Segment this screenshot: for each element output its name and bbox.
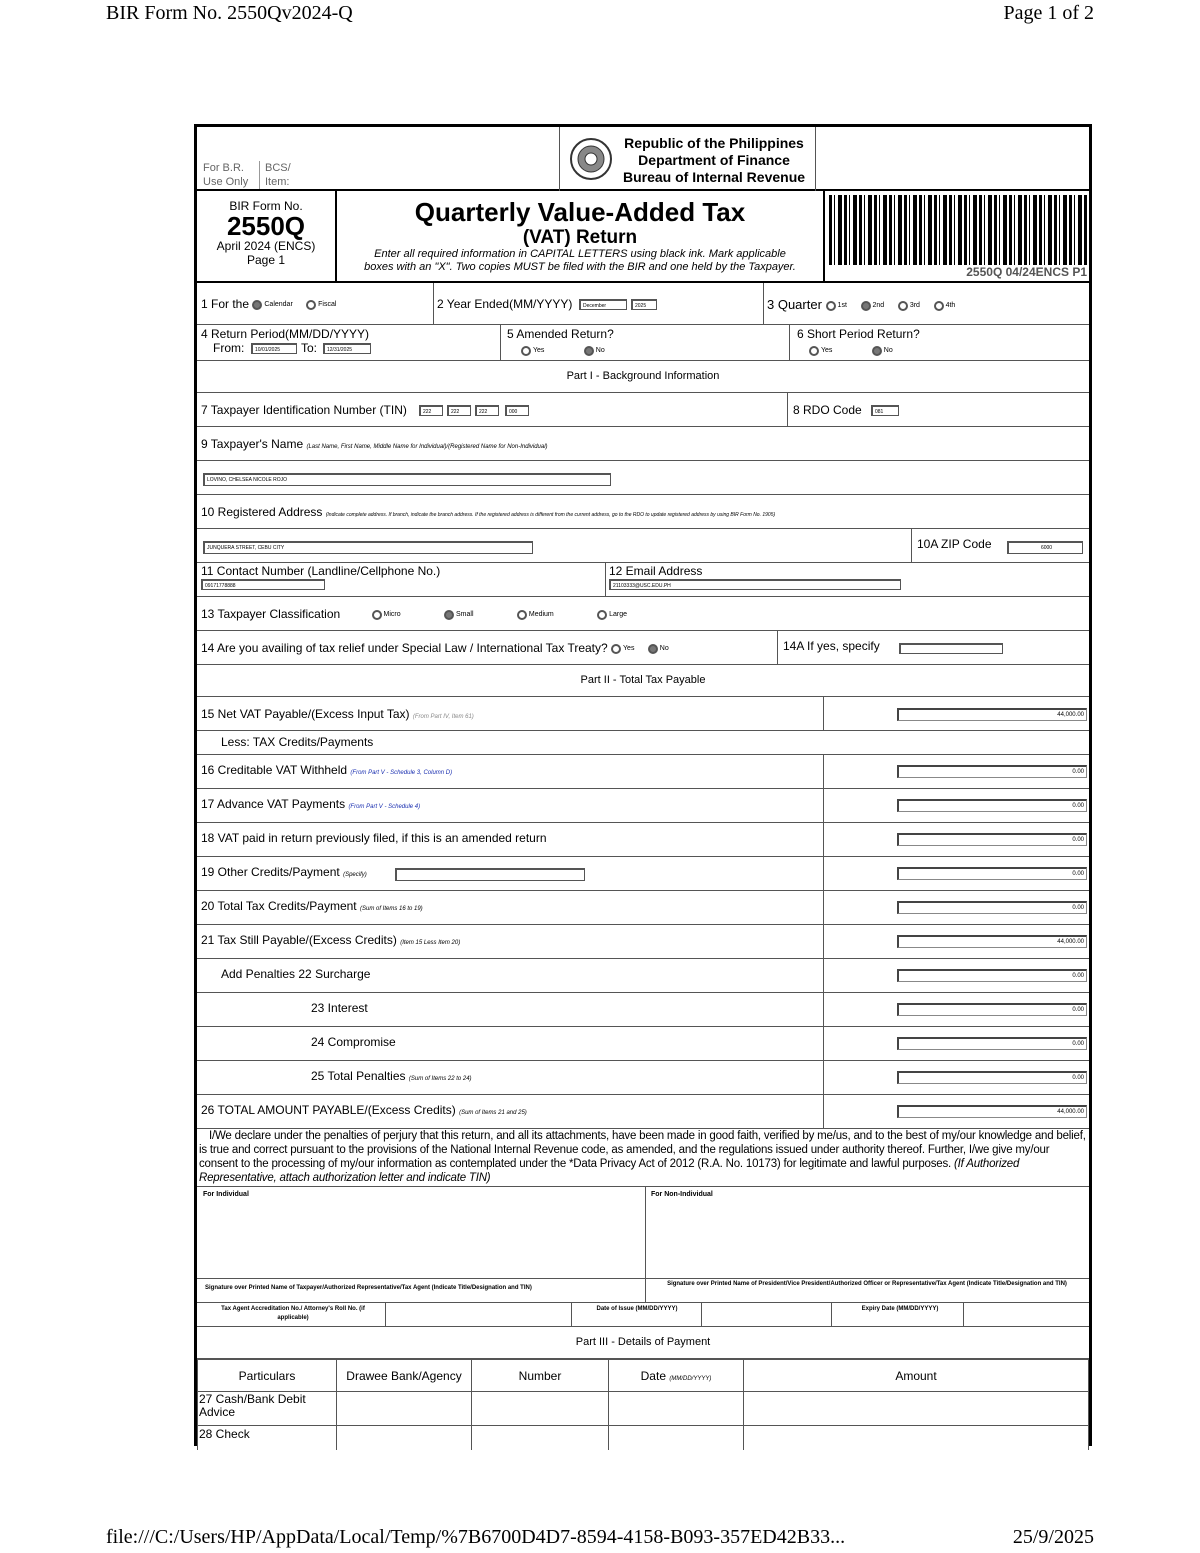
line-19-label: 19 Other Credits/Payment: [201, 865, 340, 879]
quarter-2nd-label: 2nd: [872, 302, 885, 310]
bcs-label: BCS/: [265, 162, 291, 174]
quarter-3rd-radio[interactable]: [898, 301, 908, 311]
part-3-title: Part III - Details of Payment: [575, 1336, 711, 1348]
rdo-label: 8 RDO Code: [793, 403, 862, 417]
payment-table: [197, 1359, 1089, 1450]
form-number: 2550Q: [226, 211, 306, 241]
tin-part-4[interactable]: 000: [505, 405, 529, 416]
relief-yes-label: Yes: [623, 645, 635, 653]
part-1-header: [197, 361, 1089, 393]
line-17-hint: (From Part V - Schedule 4): [348, 804, 421, 810]
taxpayer-name-hint: (Last Name, First Name, Middle Name for Individual)/(Registered Name for Non-Individual): [306, 444, 548, 450]
form-no-label: BIR Form No.: [229, 199, 303, 213]
title-row: [197, 191, 1089, 283]
to-label: To:: [301, 341, 318, 355]
calendar-radio[interactable]: [252, 300, 262, 310]
line-22: [197, 959, 1089, 993]
line-less: [197, 731, 1089, 755]
large-radio[interactable]: [597, 610, 607, 620]
address-input[interactable]: JUNQUERA STREET, CEBU CITY: [203, 541, 533, 554]
line-20: [197, 891, 1089, 925]
barcode: [829, 195, 1087, 265]
email-input[interactable]: 21103333@USC.EDU.PH: [609, 579, 901, 590]
relief-yes-radio[interactable]: [611, 644, 621, 654]
row-address-label: [197, 495, 1089, 529]
line-23: [197, 993, 1089, 1027]
address-hint: (Indicate complete address. If branch, indicate the branch address. If the registered address is different from the current address, go to the RDO to update registered address by using BIR Form No. 1905): [325, 512, 776, 518]
tin-part-3[interactable]: 222: [475, 405, 499, 416]
line-19: [197, 857, 1089, 891]
short-period-no-label: No: [883, 347, 893, 355]
line-21-hint: (Item 15 Less Item 20): [400, 940, 461, 946]
tin-part-1[interactable]: 222: [419, 405, 443, 416]
payment-header-date: Date: [640, 1368, 666, 1383]
quarter-2nd-radio[interactable]: [861, 301, 871, 311]
to-date-input[interactable]: 12/31/2025: [323, 343, 371, 354]
tax-agent-row: [197, 1303, 1089, 1327]
payment-header-number: Number: [472, 1360, 609, 1392]
for-individual-label: For Individual: [203, 1191, 249, 1198]
row-name-label: [197, 427, 1089, 461]
micro-label: Micro: [383, 611, 401, 619]
amended-yes-label: Yes: [533, 347, 545, 355]
relief-specify-label: 14A If yes, specify: [783, 639, 880, 653]
date-of-issue-label: Date of Issue (MM/DD/YYYY): [596, 1306, 678, 1312]
small-label: Small: [456, 611, 474, 619]
line-20-hint: (Sum of Items 16 to 19): [359, 906, 423, 912]
short-period-no-radio[interactable]: [872, 346, 882, 356]
line-21-label: 21 Tax Still Payable/(Excess Credits): [201, 933, 397, 947]
medium-radio[interactable]: [517, 610, 527, 620]
line-16-label: 16 Creditable VAT Withheld: [201, 763, 348, 777]
page-footer-date: 25/9/2025: [1012, 1526, 1094, 1548]
micro-radio[interactable]: [372, 610, 382, 620]
quarter-4th-label: 4th: [945, 302, 956, 310]
form-instruction-2: boxes with an "X". Two copies MUST be filed with the BIR and one held by the Taxpayer.: [364, 261, 796, 273]
line-22-amount[interactable]: 0.00: [897, 969, 1087, 982]
part-2-title: Part II - Total Tax Payable: [580, 674, 706, 686]
payment-check-bank[interactable]: [337, 1426, 472, 1450]
signature-block: [197, 1187, 1089, 1303]
payment-cash-bank[interactable]: [337, 1392, 472, 1426]
line-25-hint: (Sum of Items 22 to 24): [408, 1076, 472, 1082]
contact-input[interactable]: 09171778888: [201, 579, 325, 590]
email-label: 12 Email Address: [609, 564, 703, 578]
year-ended-month[interactable]: December: [579, 299, 627, 310]
fiscal-label: Fiscal: [318, 301, 337, 309]
taxpayer-name-input[interactable]: LOVINO, CHELSEA NICOLE ROJO: [203, 473, 611, 486]
line-20-label: 20 Total Tax Credits/Payment: [201, 899, 357, 913]
tax-agent-accreditation-label: Tax Agent Accreditation No./ Attorney's Roll No. (if applicable): [221, 1306, 365, 1321]
line-18-amount[interactable]: 0.00: [897, 833, 1087, 846]
part-3-header: [197, 1327, 1089, 1359]
line-26-amount[interactable]: 44,000.00: [897, 1105, 1087, 1118]
barcode-code: 2550Q 04/24ENCS P1: [966, 265, 1087, 279]
year-ended-year[interactable]: 2025: [631, 299, 657, 310]
declaration-text: I/We declare under the penalties of perjury that this return, and all its attachments, have been made in good faith, verified by me/us, and to the best of my/our knowledge and belief, is true and correct pursuant to the provisions of the National Internal Revenue code, as amended, and the regulations issued under authority thereof. Further, I/we give my/our consent to the processing of my/our information as contemplated under the *Data Privacy Act of 2012 (R.A. No. 10173) for legitimate and lawful purposes.: [199, 1130, 1086, 1170]
payment-header-bank: Drawee Bank/Agency: [337, 1360, 472, 1392]
item-2-label: 2 Year Ended(MM/YYYY): [437, 297, 573, 311]
calendar-label: Calendar: [264, 301, 293, 309]
line-24: [197, 1027, 1089, 1061]
less-credits-label: Less: TAX Credits/Payments: [221, 735, 374, 749]
tin-part-2[interactable]: 222: [447, 405, 471, 416]
line-16-hint: (From Part V - Schedule 3, Column D): [350, 770, 453, 776]
item-6-label: 6 Short Period Return?: [797, 327, 920, 341]
payment-check-amount[interactable]: [744, 1426, 1089, 1450]
page-footer-path: file:///C:/Users/HP/AppData/Local/Temp/%7B6700D4D7-8594-4158-B093-357ED42B33...: [106, 1526, 846, 1548]
payment-row-check-label: 28 Check: [198, 1426, 337, 1450]
non-individual-signature-line[interactable]: Signature over Printed Name of President/Vice President/Authorized Officer or Representative/Tax Agent (Indicate Title/Designation and TIN): [667, 1281, 1067, 1287]
payment-check-number[interactable]: [472, 1426, 609, 1450]
line-25: [197, 1061, 1089, 1095]
row-address-value: [197, 529, 1089, 563]
item-label: Item:: [265, 176, 290, 188]
line-19-amount[interactable]: 0.00: [897, 867, 1087, 880]
line-19-hint: (Specify): [343, 872, 367, 878]
for-bir-label: For B.R.: [203, 162, 244, 174]
declaration: [197, 1129, 1089, 1187]
from-label: From:: [213, 341, 245, 355]
item-4-label: 4 Return Period(MM/DD/YYYY): [201, 327, 370, 341]
line-15-amount[interactable]: 44,000.00: [897, 708, 1087, 721]
row-classification: [197, 597, 1089, 631]
page-header-page-number: Page 1 of 2: [1003, 2, 1094, 24]
form-page: Page 1: [246, 253, 286, 267]
large-label: Large: [609, 611, 628, 619]
small-radio[interactable]: [444, 610, 454, 620]
payment-cash-amount[interactable]: [744, 1392, 1089, 1426]
item-1-label: 1 For the: [201, 297, 250, 311]
zip-input[interactable]: 6000: [1007, 541, 1083, 554]
payment-header-date-format: (MM/DD/YYYY): [669, 1375, 712, 1382]
line-24-amount[interactable]: 0.00: [897, 1037, 1087, 1050]
amended-yes-radio[interactable]: [521, 346, 531, 356]
row-return-period: [197, 325, 1089, 361]
short-period-yes-radio[interactable]: [809, 346, 819, 356]
form-instruction-1: Enter all required information in CAPITAL LETTERS using black ink. Mark applicable: [374, 248, 786, 260]
line-20-amount[interactable]: 0.00: [897, 901, 1087, 914]
tax-relief-label: 14 Are you availing of tax relief under Special Law / International Tax Treaty?: [201, 641, 608, 655]
line-15: [197, 697, 1089, 731]
row-period-type: [197, 283, 1089, 325]
line-26-label: 26 TOTAL AMOUNT PAYABLE/(Excess Credits): [201, 1103, 456, 1117]
taxpayer-name-label: 9 Taxpayer's Name: [201, 437, 304, 451]
payment-header-amount: Amount: [744, 1360, 1089, 1392]
other-credits-specify-input[interactable]: [395, 868, 585, 881]
line-24-label: 24 Compromise: [311, 1035, 396, 1049]
row-tax-relief: [197, 631, 1089, 665]
relief-no-label: No: [659, 645, 669, 653]
line-22-label: Add Penalties 22 Surcharge: [221, 967, 371, 981]
line-26-hint: (Sum of Items 21 and 25): [459, 1110, 527, 1116]
declaration-note: (If Authorized Representative, attach authorization letter and indicate TIN): [199, 1158, 1020, 1184]
payment-cash-date[interactable]: [609, 1392, 744, 1426]
line-23-amount[interactable]: 0.00: [897, 1003, 1087, 1016]
use-only-label: Use Only: [203, 176, 249, 188]
line-25-amount[interactable]: 0.00: [897, 1071, 1087, 1084]
for-non-individual-label: For Non-Individual: [651, 1191, 713, 1198]
line-15-hint: (From Part IV, Item 61): [412, 714, 474, 720]
line-17-label: 17 Advance VAT Payments: [201, 797, 346, 811]
quarter-3rd-label: 3rd: [909, 302, 920, 310]
bir-top-row: [197, 127, 1089, 191]
row-name-value: [197, 461, 1089, 495]
line-15-label: 15 Net VAT Payable/(Excess Input Tax): [201, 707, 410, 721]
line-21: [197, 925, 1089, 959]
relief-specify-input[interactable]: [899, 643, 1003, 654]
row-contact: [197, 563, 1089, 597]
gov-republic: Republic of the Philippines: [624, 135, 804, 151]
amended-no-label: No: [595, 347, 605, 355]
quarter-1st-radio[interactable]: [826, 301, 836, 311]
rdo-code-input[interactable]: 081: [871, 405, 899, 416]
payment-cash-number[interactable]: [472, 1392, 609, 1426]
line-18-label: 18 VAT paid in return previously filed, if this is an amended return: [201, 831, 547, 845]
item-3-label: 3 Quarter: [767, 297, 822, 312]
part-1-title: Part I - Background Information: [566, 370, 720, 382]
bir-seal-icon: [569, 137, 613, 181]
contact-label: 11 Contact Number (Landline/Cellphone No.): [201, 564, 441, 578]
form-title: Quarterly Value-Added Tax: [414, 197, 746, 227]
gov-bureau: Bureau of Internal Revenue: [623, 169, 806, 185]
short-period-yes-label: Yes: [821, 347, 833, 355]
payment-header-particulars: Particulars: [198, 1360, 337, 1392]
line-17-amount[interactable]: 0.00: [897, 799, 1087, 812]
fiscal-radio[interactable]: [306, 300, 316, 310]
payment-check-date[interactable]: [609, 1426, 744, 1450]
line-26: [197, 1095, 1089, 1129]
medium-label: Medium: [528, 611, 554, 619]
line-16: [197, 755, 1089, 789]
from-date-input[interactable]: 10/01/2025: [251, 343, 297, 354]
line-16-amount[interactable]: 0.00: [897, 765, 1087, 778]
form-subtitle: (VAT) Return: [522, 227, 638, 248]
expiry-date-label: Expiry Date (MM/DD/YYYY): [861, 1306, 939, 1312]
classification-label: 13 Taxpayer Classification: [201, 607, 341, 621]
form-edition: April 2024 (ENCS): [216, 239, 316, 253]
line-23-label: 23 Interest: [311, 1001, 368, 1015]
bir-form: [194, 124, 1092, 1446]
quarter-4th-radio[interactable]: [934, 301, 944, 311]
item-5-label: 5 Amended Return?: [507, 327, 614, 341]
address-label: 10 Registered Address: [201, 505, 323, 519]
tin-label: 7 Taxpayer Identification Number (TIN): [201, 403, 407, 417]
payment-row-cash-label: 27 Cash/Bank Debit Advice: [198, 1392, 337, 1426]
part-2-header: [197, 665, 1089, 697]
individual-signature-line[interactable]: Signature over Printed Name of Taxpayer/Authorized Representative/Tax Agent (Indicate Title/Designation and TIN): [205, 1285, 532, 1291]
relief-no-radio[interactable]: [648, 644, 658, 654]
amended-no-radio[interactable]: [584, 346, 594, 356]
line-25-label: 25 Total Penalties: [311, 1069, 406, 1083]
row-tin: [197, 393, 1089, 427]
zip-label: 10A ZIP Code: [917, 537, 992, 551]
line-21-amount[interactable]: 44,000.00: [897, 935, 1087, 948]
line-18: [197, 823, 1089, 857]
page-header-form-ref: BIR Form No. 2550Qv2024-Q: [106, 2, 353, 24]
line-17: [197, 789, 1089, 823]
quarter-1st-label: 1st: [837, 302, 847, 310]
gov-department: Department of Finance: [638, 152, 790, 168]
